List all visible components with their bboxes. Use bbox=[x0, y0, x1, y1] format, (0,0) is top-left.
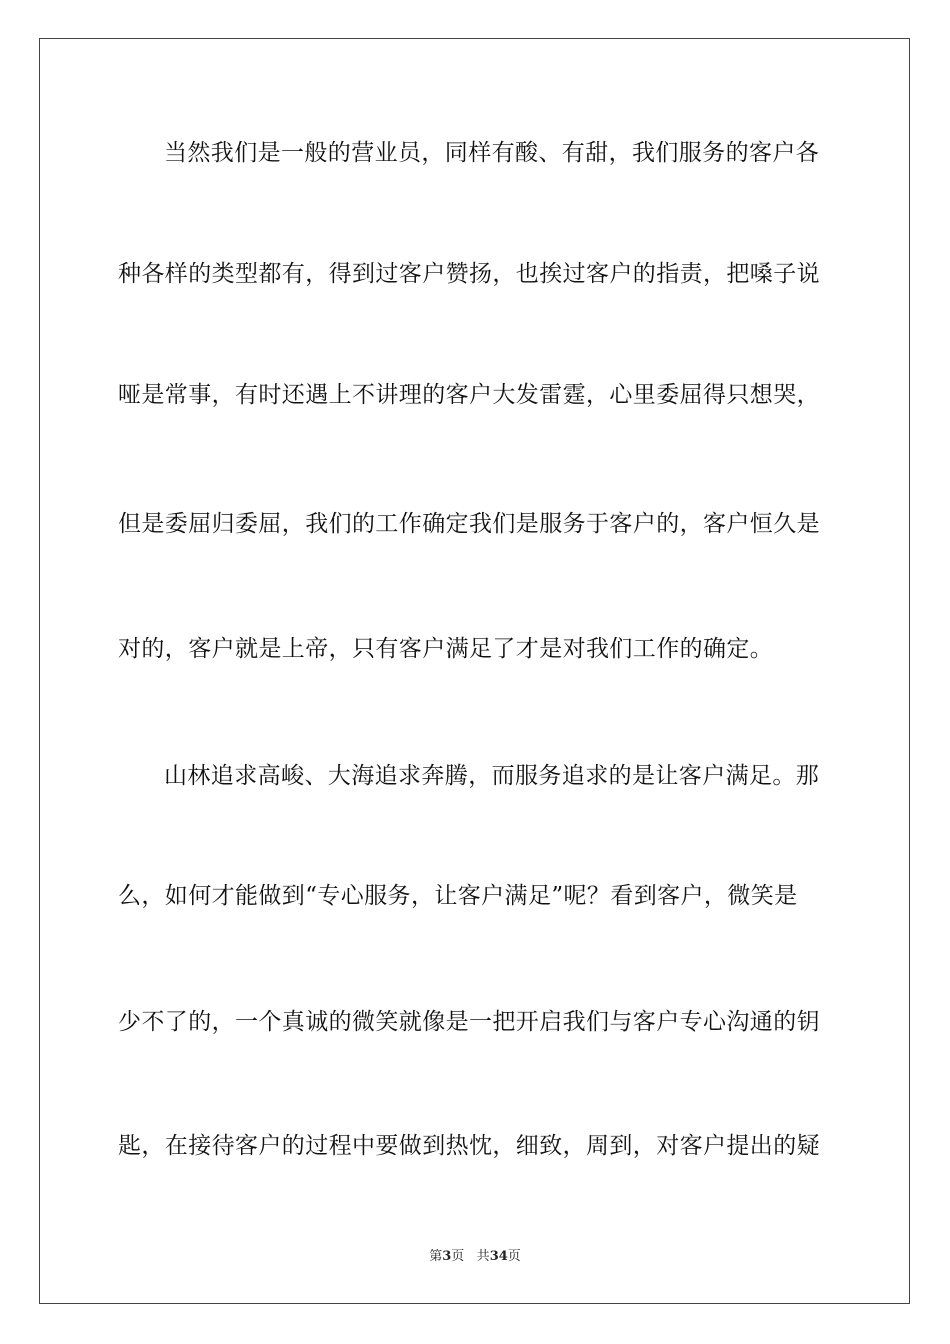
footer-prefix: 第 bbox=[429, 1249, 443, 1264]
footer-total-prefix: 共 bbox=[476, 1249, 490, 1264]
page-footer bbox=[0, 1248, 950, 1266]
paragraph-line: 少不了的，一个真诚的微笑就像是一把开启我们与客户专心沟通的钥 bbox=[118, 1009, 820, 1035]
paragraph-line: 但是委屈归委屈，我们的工作确定我们是服务于客户的，客户恒久是 bbox=[118, 511, 820, 537]
footer-total-unit: 页 bbox=[507, 1249, 521, 1264]
paragraph-line: 对的，客户就是上帝，只有客户满足了才是对我们工作的确定。 bbox=[118, 636, 774, 662]
total-pages-number: 34 bbox=[489, 1249, 508, 1264]
current-page-number: 3 bbox=[442, 1249, 452, 1264]
paragraph-line: 种各样的类型都有，得到过客户赞扬，也挨过客户的指责，把嗓子说 bbox=[118, 261, 820, 287]
footer-page-unit: 页 bbox=[451, 1249, 465, 1264]
paragraph-line: 匙，在接待客户的过程中要做到热忱，细致，周到，对客户提出的疑 bbox=[118, 1133, 820, 1159]
page-frame bbox=[39, 38, 910, 1304]
paragraph-line: 当然我们是一般的营业员，同样有酸、有甜，我们服务的客户各 bbox=[164, 140, 820, 166]
paragraph-line: 山林追求高峻、大海追求奔腾，而服务追求的是让客户满足。那 bbox=[164, 763, 820, 789]
paragraph-line: 么，如何才能做到“专心服务，让客户满足”呢？看到客户，微笑是 bbox=[118, 883, 798, 909]
paragraph-line: 哑是常事，有时还遇上不讲理的客户大发雷霆，心里委屈得只想哭， bbox=[118, 382, 820, 408]
